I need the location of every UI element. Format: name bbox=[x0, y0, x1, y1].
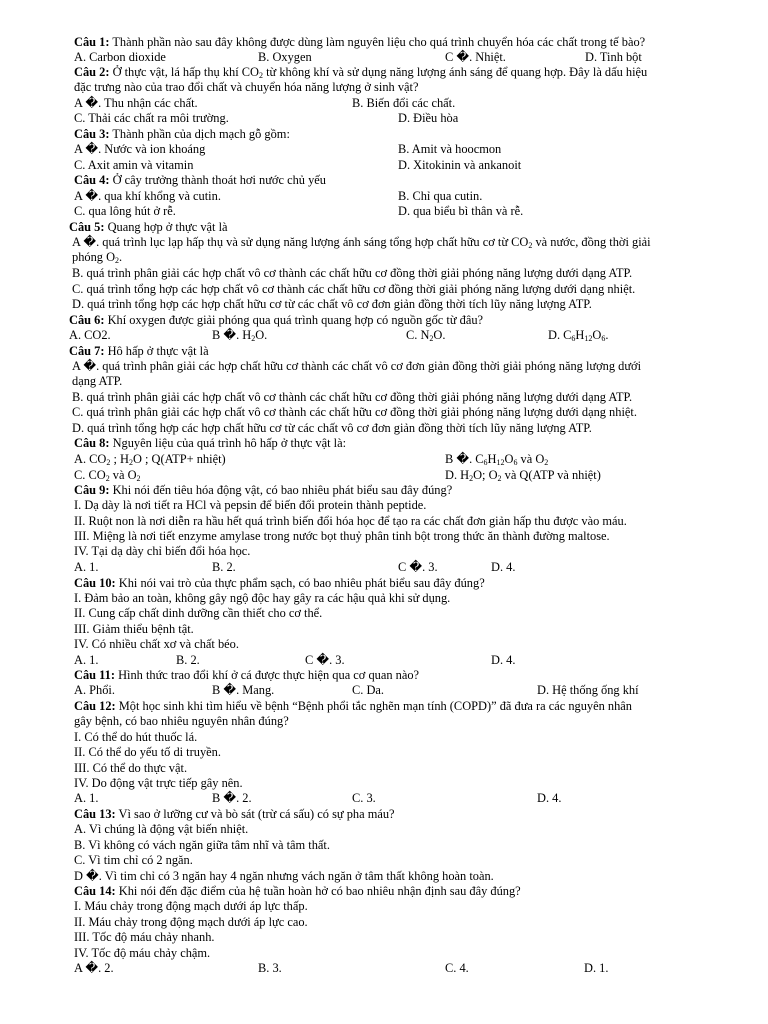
option-b: B. Chỉ qua cutin. bbox=[398, 189, 483, 203]
statement-3: III. Miệng là nơi tiết enzyme amylase trong nước bọt thuỷ phân tinh bột trong thức ăn thành đường maltose. bbox=[74, 529, 610, 543]
question-label: Câu 2: bbox=[74, 65, 110, 79]
option-d: D. 4. bbox=[537, 791, 562, 805]
option-c: C. Axit amin và vitamin bbox=[74, 158, 194, 172]
question-12: Câu 12: Một học sinh khi tìm hiểu về bệnh “Bệnh phổi tắc nghẽn mạn tính (COPD)” đã đưa ra các nguyên nhân bbox=[74, 699, 632, 713]
question-label: Câu 9: bbox=[74, 483, 110, 497]
option-a: A �. 2. bbox=[74, 961, 114, 975]
question-3: Câu 3: Thành phần của dịch mạch gỗ gồm: bbox=[74, 127, 290, 141]
option-b: B �. Mang. bbox=[212, 683, 275, 697]
question-14: Câu 14: Khi nói đến đặc điểm của hệ tuần hoàn hở có bao nhiêu nhận định sau đây đúng? bbox=[74, 884, 521, 898]
option-b: B �. $H_2O$. bbox=[212, 328, 268, 343]
question-label: Câu 10: bbox=[74, 576, 116, 590]
question-8: Câu 8: Nguyên liệu của quá trình hô hấp ở thực vật là: bbox=[74, 436, 347, 450]
statement-2: II. Máu chảy trong động mạch dưới áp lực cao. bbox=[74, 915, 308, 929]
question-5: Câu 5: Quang hợp ở thực vật là bbox=[69, 220, 228, 234]
option-a-cont: phóng $O_2$. bbox=[72, 250, 123, 265]
question-label: Câu 11: bbox=[74, 668, 115, 682]
option-a: A �. Thu nhận các chất. bbox=[74, 96, 198, 110]
option-d: D. $H_2O$; $O_2$ và Q(ATP và nhiệt) bbox=[445, 468, 601, 483]
option-b: B. Vì không có vách ngăn giữa tâm nhĩ và tâm thất. bbox=[74, 838, 330, 852]
option-b: B. 2. bbox=[176, 653, 200, 667]
option-d: D. $C_6H_{12}O_6$. bbox=[548, 328, 609, 343]
statement-3: III. Tốc độ máu chảy nhanh. bbox=[74, 930, 215, 944]
statement-2: II. Cung cấp chất dinh dưỡng cần thiết cho cơ thể. bbox=[74, 606, 323, 620]
option-b: B. Biến đổi các chất. bbox=[352, 96, 456, 110]
option-a: A. 1. bbox=[74, 560, 99, 574]
statement-3: III. Có thể do thực vật. bbox=[74, 761, 188, 775]
question-label: Câu 8: bbox=[74, 436, 110, 450]
option-a: A. $CO_2$ ; $H_2O$ ; Q(ATP+ nhiệt) bbox=[74, 452, 226, 467]
option-d: D. Xitokinin và ankanoit bbox=[398, 158, 522, 172]
question-label: Câu 14: bbox=[74, 884, 116, 898]
statement-4: IV. Có nhiều chất xơ và chất béo. bbox=[74, 637, 239, 651]
option-a: A �. quá trình lục lạp hấp thụ và sử dụng năng lượng ánh sáng tổng hợp chất hữu cơ từ $CO_2$ và nước, đồng thời giải bbox=[72, 235, 651, 250]
option-b: B. 3. bbox=[258, 961, 282, 975]
statement-1: I. Đảm bảo an toàn, không gây ngộ độc hay gây ra các hậu quả khi sử dụng. bbox=[74, 591, 451, 605]
option-b: B. Amit và hoocmon bbox=[398, 142, 502, 156]
option-c: C. Da. bbox=[352, 683, 385, 697]
question-4: Câu 4: Ở cây trưởng thành thoát hơi nước chủ yếu bbox=[74, 173, 326, 187]
option-a: A. Carbon dioxide bbox=[74, 50, 166, 64]
question-text-cont: gây bệnh, có bao nhiêu nguyên nhân đúng? bbox=[74, 714, 289, 728]
option-d: D �. Vì tim chỉ có 3 ngăn hay 4 ngăn nhưng vách ngăn ở tâm thất không hoàn toàn. bbox=[74, 869, 494, 883]
option-b: B. quá trình phân giải các hợp chất vô cơ thành các chất hữu cơ đồng thời giải phóng năng lượng dưới dạng ATP. bbox=[72, 390, 633, 404]
option-d: D. Hệ thống ống khí bbox=[537, 683, 639, 697]
question-6: Câu 6: Khí oxygen được giải phóng qua quá trình quang hợp có nguồn gốc từ đâu? bbox=[69, 313, 484, 327]
option-a-cont: dạng ATP. bbox=[72, 374, 123, 388]
option-d: D. quá trình tổng hợp các hợp chất hữu cơ từ các chất vô cơ đơn giản đồng thời tích lũy năng lượng ATP. bbox=[72, 421, 592, 435]
statement-2: II. Có thể do yếu tố di truyền. bbox=[74, 745, 221, 759]
option-a: A �. qua khí khổng và cutin. bbox=[74, 189, 221, 203]
question-2: Câu 2: Ở thực vật, lá hấp thụ khí $CO_2$ từ không khí và sử dụng năng lượng ánh sáng để quang hợp. Đây là dấu hiệu bbox=[74, 65, 648, 80]
option-c: C. Thải các chất ra môi trường. bbox=[74, 111, 229, 125]
question-label: Câu 12: bbox=[74, 699, 116, 713]
statement-1: I. Dạ dày là nơi tiết ra HCl và pepsin để biến đổi protein thành peptide. bbox=[74, 498, 427, 512]
question-text-cont: đặc trưng nào của trao đổi chất và chuyển hóa năng lượng ở sinh vật? bbox=[74, 80, 419, 94]
option-c: C. Vì tim chỉ có 2 ngăn. bbox=[74, 853, 193, 867]
option-b: B. 2. bbox=[212, 560, 236, 574]
statement-2: II. Ruột non là nơi diễn ra hầu hết quá trình biến đổi hóa học để tạo ra các chất đơn giản hấp thu được vào máu. bbox=[74, 514, 627, 528]
statement-1: I. Có thể do hút thuốc lá. bbox=[74, 730, 198, 744]
option-b: B. Oxygen bbox=[258, 50, 312, 64]
option-c: C. qua lông hút ở rễ. bbox=[74, 204, 176, 218]
option-d: D. Điều hòa bbox=[398, 111, 459, 125]
option-c: C. quá trình tổng hợp các hợp chất vô cơ thành các chất hữu cơ đồng thời giải phóng năng lượng dưới dạng nhiệt. bbox=[72, 282, 636, 296]
option-a: A. 1. bbox=[74, 653, 99, 667]
question-label: Câu 4: bbox=[74, 173, 110, 187]
question-label: Câu 6: bbox=[69, 313, 105, 327]
option-a: A. Vì chúng là động vật biến nhiệt. bbox=[74, 822, 249, 836]
question-text: Thành phần nào sau đây không được dùng làm nguyên liệu cho quá trình chuyển hóa các chất trong tế bào? bbox=[109, 35, 646, 49]
statement-1: I. Máu chảy trong động mạch dưới áp lực thấp. bbox=[74, 899, 308, 913]
option-a: A. CO2. bbox=[69, 328, 111, 342]
statement-4: IV. Do động vật trực tiếp gây nên. bbox=[74, 776, 243, 790]
question-label: Câu 7: bbox=[69, 344, 105, 358]
option-c: C. quá trình phân giải các hợp chất vô cơ thành các chất hữu cơ đồng thời giải phóng năng lượng dưới dạng nhiệt. bbox=[72, 405, 637, 419]
option-c: C. $CO_2$ và $O_2$ bbox=[74, 468, 141, 483]
option-d: D. 4. bbox=[491, 560, 516, 574]
statement-4: IV. Tại dạ dày chỉ biến đổi hóa học. bbox=[74, 544, 251, 558]
question-label: Câu 5: bbox=[69, 220, 105, 234]
question-13: Câu 13: Vì sao ở lưỡng cư và bò sát (trừ cá sấu) có sự pha máu? bbox=[74, 807, 395, 821]
option-d: D. Tinh bột bbox=[585, 50, 642, 64]
question-11: Câu 11: Hình thức trao đổi khí ở cá được thực hiện qua cơ quan nào? bbox=[74, 668, 420, 682]
option-c: C. 4. bbox=[445, 961, 469, 975]
question-9: Câu 9: Khi nói đến tiêu hóa động vật, có bao nhiêu phát biểu sau đây đúng? bbox=[74, 483, 453, 497]
question-label: Câu 1: bbox=[74, 35, 110, 49]
question-label: Câu 3: bbox=[74, 127, 110, 141]
option-d: D. qua biểu bì thân và rễ. bbox=[398, 204, 524, 218]
option-c: C �. 3. bbox=[398, 560, 438, 574]
option-c: C. 3. bbox=[352, 791, 376, 805]
question-label: Câu 13: bbox=[74, 807, 116, 821]
option-c: C �. 3. bbox=[305, 653, 345, 667]
option-c: C �. Nhiệt. bbox=[445, 50, 506, 64]
option-a: A �. quá trình phân giải các hợp chất hữu cơ thành các chất vô cơ đơn giản đồng thời giải phóng năng lượng dưới bbox=[72, 359, 642, 373]
option-c: C. $N_2O$. bbox=[406, 328, 446, 343]
option-a: A �. Nước và ion khoáng bbox=[74, 142, 206, 156]
statement-4: IV. Tốc độ máu chảy chậm. bbox=[74, 946, 211, 960]
option-b: B. quá trình phân giải các hợp chất vô cơ thành các chất hữu cơ đồng thời giải phóng năng lượng dưới dạng ATP. bbox=[72, 266, 633, 280]
question-1 bbox=[74, 35, 645, 50]
option-d: D. 4. bbox=[491, 653, 516, 667]
option-d: D. quá trình tổng hợp các hợp chất hữu cơ từ các chất vô cơ đơn giản đồng thời tích lũy năng lượng ATP. bbox=[72, 297, 592, 311]
option-d: D. 1. bbox=[584, 961, 609, 975]
option-b: B �. $C_6H_{12}O_6$ và $O_2$ bbox=[445, 452, 549, 467]
option-b: B �. 2. bbox=[212, 791, 252, 805]
question-7: Câu 7: Hô hấp ở thực vật là bbox=[69, 344, 209, 358]
statement-3: III. Giảm thiểu bệnh tật. bbox=[74, 622, 194, 636]
option-a: A. Phổi. bbox=[74, 683, 115, 697]
question-10: Câu 10: Khi nói vai trò của thực phẩm sạch, có bao nhiêu phát biểu sau đây đúng? bbox=[74, 576, 485, 590]
option-a: A. 1. bbox=[74, 791, 99, 805]
